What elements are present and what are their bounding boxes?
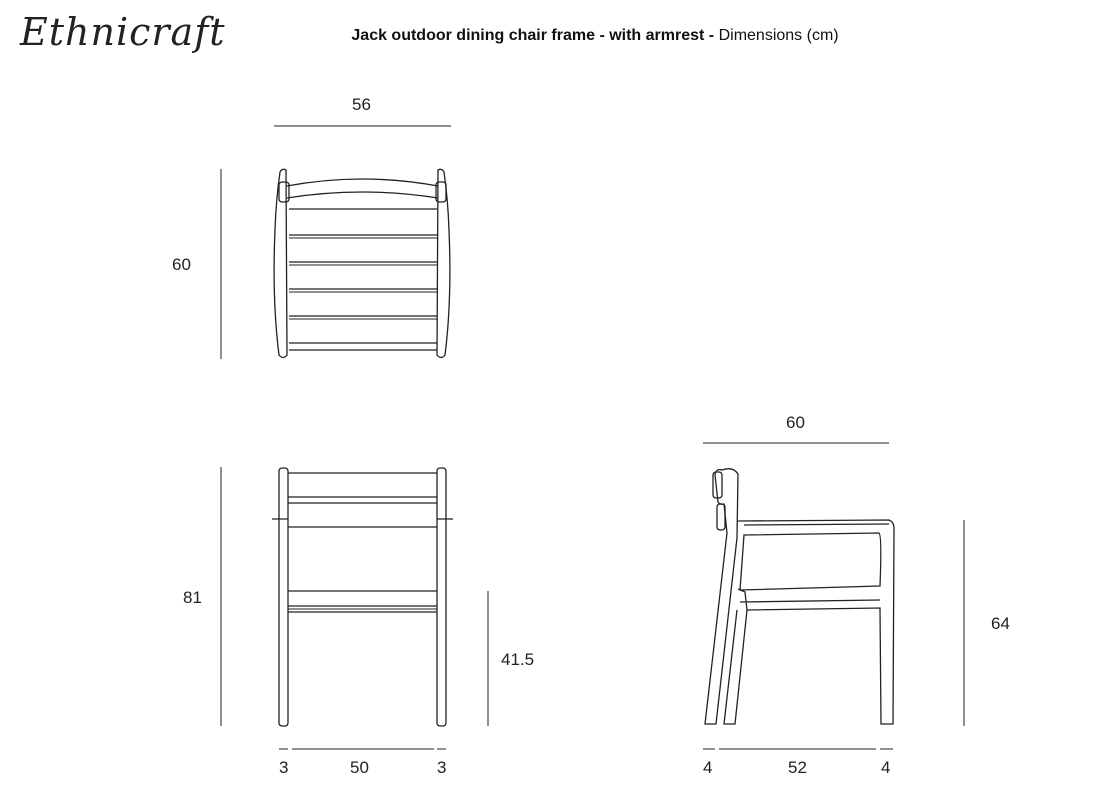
side-frame — [738, 520, 894, 724]
top-backrest-curve2 — [287, 192, 438, 198]
side-view — [703, 443, 964, 749]
title-suffix: Dimensions (cm) — [718, 27, 839, 44]
front-left-leg — [279, 468, 288, 726]
dim-front-inner-width: 50 — [350, 758, 369, 777]
front-right-leg — [437, 468, 446, 726]
side-seat-cushion — [740, 533, 881, 590]
dim-side-depth: 60 — [786, 413, 805, 432]
dim-front-left-leg: 3 — [279, 758, 289, 777]
front-view — [221, 467, 488, 749]
dim-side-arm-height: 64 — [991, 614, 1010, 633]
top-left-knob — [279, 182, 289, 202]
top-view — [221, 126, 451, 359]
dim-top-depth: 60 — [172, 255, 191, 274]
top-left-rail — [274, 169, 287, 357]
dim-front-right-leg: 3 — [437, 758, 447, 777]
title-separator: - — [704, 27, 719, 44]
dim-front-height: 81 — [183, 588, 202, 607]
brand-logo: Ethnicraft — [20, 10, 226, 54]
dim-side-back-leg: 4 — [881, 758, 891, 777]
dim-front-seat-height: 41.5 — [501, 650, 535, 669]
dim-side-front-leg: 4 — [703, 758, 713, 777]
top-right-rail — [437, 169, 450, 357]
side-back-leg — [705, 469, 738, 724]
top-backrest-curve — [287, 179, 438, 186]
dim-top-width: 56 — [352, 95, 371, 114]
dim-side-inner-depth: 52 — [788, 758, 807, 777]
product-name: Jack outdoor dining chair frame - with armrest — [351, 27, 705, 44]
